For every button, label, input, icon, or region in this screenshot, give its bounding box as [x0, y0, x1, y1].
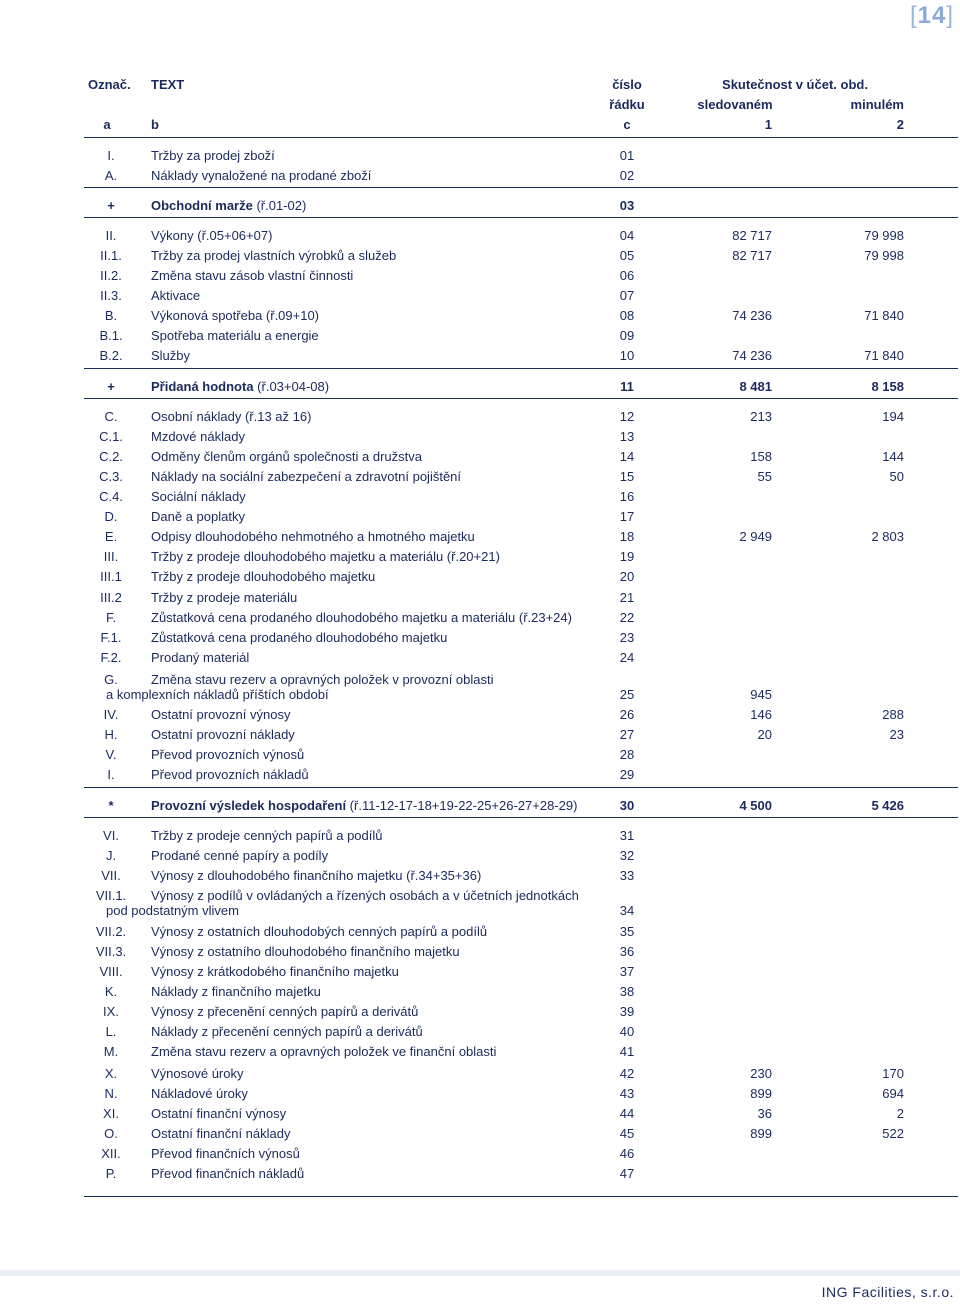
row-text-main: Převod provozních výnosů [151, 747, 305, 762]
row-value-previous: 79 998 [864, 228, 904, 243]
row-code: I. [107, 767, 115, 782]
row-code: + [107, 379, 115, 394]
row-code: III. [103, 549, 119, 564]
row-line-number: 06 [619, 268, 635, 283]
row-text-main: Tržby z prodeje dlouhodobého majetku a materiálu (ř.20+21) [151, 549, 500, 564]
row-line-number: 25 [619, 687, 635, 702]
row-value-current: 4 500 [739, 798, 772, 813]
row-text [151, 547, 500, 567]
row-line-number: 21 [619, 590, 635, 605]
row-value-current: 74 236 [732, 308, 772, 323]
row-text [151, 745, 304, 765]
table-row [0, 846, 960, 866]
footer-company: ING Facilities, s.r.o. [821, 1284, 954, 1300]
row-line-number: 26 [619, 707, 635, 722]
row-code: G. [104, 672, 118, 687]
row-text [151, 866, 481, 886]
divider [84, 217, 958, 218]
row-text [151, 962, 399, 982]
row-text [151, 982, 321, 1002]
row-line-number: 36 [619, 944, 635, 959]
row-text-main: Výnosové úroky [151, 1066, 244, 1081]
row-text-main: Ostatní provozní náklady [151, 727, 295, 742]
header-values-title: Skutečnost v účet. obd. [722, 77, 868, 92]
row-line-number: 33 [619, 868, 635, 883]
table-row [0, 146, 960, 166]
row-text-main: Náklady z přecenění cenných papírů a derivátů [151, 1024, 423, 1039]
row-line-number: 20 [619, 569, 635, 584]
header-idx-1: 1 [764, 117, 772, 132]
row-code: B. [104, 308, 118, 323]
table-row [0, 306, 960, 326]
row-value-previous: 79 998 [864, 248, 904, 263]
row-code: B.1. [99, 328, 123, 343]
table-row [0, 982, 960, 1002]
row-code: M. [103, 1044, 119, 1059]
row-text-formula: (ř.01-02) [252, 198, 307, 213]
row-line-number: 17 [619, 509, 635, 524]
table-row [0, 346, 960, 366]
row-text-main: Tržby z prodeje dlouhodobého majetku [151, 569, 376, 584]
table-row [0, 266, 960, 286]
row-code: C.1. [99, 429, 123, 444]
row-code: A. [104, 168, 118, 183]
row-code: F.1. [100, 630, 122, 645]
row-text-main: Převod provozních nákladů [151, 767, 309, 782]
table-row [0, 922, 960, 942]
row-text-main: Změna stavu rezerv a opravných položek ve finanční oblasti [151, 1044, 497, 1059]
table-row [0, 246, 960, 266]
row-line-number: 01 [619, 148, 635, 163]
row-line-number: 34 [619, 903, 635, 918]
row-text [151, 1104, 286, 1124]
row-code: K. [104, 984, 118, 999]
row-text-main: Tržby za prodej zboží [151, 148, 275, 163]
row-code: C.2. [99, 449, 123, 464]
row-value-current: 230 [750, 1066, 772, 1081]
row-text-main: Ostatní finanční náklady [151, 1126, 291, 1141]
row-text-main: Sociální náklady [151, 489, 246, 504]
row-line-number: 15 [619, 469, 635, 484]
header-idx-c: c [623, 117, 631, 132]
table-header-row-1 [0, 75, 960, 95]
table-row [0, 1164, 960, 1184]
row-text-main: Výkonová spotřeba (ř.09+10) [151, 308, 320, 323]
row-text-main: Prodané cenné papíry a podíly [151, 848, 329, 863]
row-text-main: Výnosy z dlouhodobého finančního majetku (ř.34+35+36) [151, 868, 482, 883]
row-line-number: 47 [619, 1166, 635, 1181]
row-value-current: 74 236 [732, 348, 772, 363]
row-code: XII. [101, 1146, 121, 1161]
table-header-index-row [0, 115, 960, 135]
row-text-main: Tržby z prodeje cenných papírů a podílů [151, 828, 383, 843]
row-code: VIII. [99, 964, 123, 979]
table-row [0, 1104, 960, 1124]
row-line-number: 05 [619, 248, 635, 263]
table-header-row-2 [0, 95, 960, 115]
table-row [0, 628, 960, 648]
row-text [151, 648, 249, 668]
table-row [0, 648, 960, 668]
row-text-formula: (ř.11-12-17-18+19-22-25+26-27+28-29) [346, 798, 578, 813]
row-line-number: 40 [619, 1024, 635, 1039]
row-line-number: 46 [619, 1146, 635, 1161]
row-text [151, 942, 460, 962]
row-value-previous: 50 [889, 469, 904, 484]
row-code: II. [105, 228, 117, 243]
row-code: D. [104, 509, 118, 524]
row-line-number: 29 [619, 767, 635, 782]
row-line-number: 04 [619, 228, 635, 243]
row-code: C. [104, 409, 118, 424]
row-value-previous: 144 [882, 449, 904, 464]
row-text [151, 705, 290, 725]
row-code: VII. [101, 868, 121, 883]
row-line-number: 35 [619, 924, 635, 939]
row-line-number: 18 [619, 529, 635, 544]
row-value-current: 2 949 [739, 529, 772, 544]
table-row [0, 1022, 960, 1042]
row-text [151, 1084, 248, 1104]
table-row [0, 377, 960, 397]
row-text [151, 527, 475, 547]
row-code: P. [105, 1166, 117, 1181]
row-value-previous: 23 [889, 727, 904, 742]
table-row [0, 1002, 960, 1022]
row-text [151, 146, 275, 166]
row-text-main: Ostatní provozní výnosy [151, 707, 291, 722]
row-code: VII.3. [95, 944, 127, 959]
row-code: B.2. [99, 348, 123, 363]
row-line-number: 10 [619, 348, 635, 363]
row-code: IV. [103, 707, 119, 722]
row-line-number: 11 [620, 379, 634, 394]
row-text-main: Prodaný materiál [151, 650, 250, 665]
row-value-previous: 288 [882, 707, 904, 722]
row-text [151, 306, 319, 326]
row-text [151, 226, 272, 246]
row-value-current: 20 [757, 727, 772, 742]
page-number-value: 14 [917, 2, 947, 29]
row-text-main: Tržby za prodej vlastních výrobků a služeb [151, 248, 397, 263]
row-line-number: 31 [619, 828, 635, 843]
row-text [151, 1124, 290, 1144]
row-text-main: Daně a poplatky [151, 509, 245, 524]
row-text [151, 826, 383, 846]
row-line-number: 45 [619, 1126, 635, 1141]
row-text-main: Výnosy z ostatních dlouhodobých cenných papírů a podílů [151, 924, 488, 939]
row-line-number: 28 [619, 747, 635, 762]
row-text-main: Služby [151, 348, 191, 363]
row-line-number: 27 [619, 727, 635, 742]
row-text-line1: Změna stavu rezerv a opravných položek v provozní oblasti [151, 672, 494, 687]
row-value-current: 82 717 [732, 248, 772, 263]
row-line-number: 44 [619, 1106, 635, 1121]
row-text [151, 567, 375, 587]
row-text [151, 447, 422, 467]
row-line-number: 42 [619, 1066, 635, 1081]
row-text [151, 196, 306, 216]
table-row [0, 826, 960, 846]
row-value-current: 213 [750, 409, 772, 424]
table-row [0, 866, 960, 886]
table-row [0, 1144, 960, 1164]
row-value-current: 55 [757, 469, 772, 484]
row-text-main: Výnosy z krátkodobého finančního majetku [151, 964, 399, 979]
table-row [0, 705, 960, 725]
row-line-number: 12 [619, 409, 635, 424]
header-col-b: TEXT [151, 77, 185, 92]
divider [84, 368, 958, 369]
row-value-previous: 8 158 [871, 379, 904, 394]
row-value-previous: 2 [896, 1106, 904, 1121]
table-row [0, 765, 960, 785]
divider [84, 787, 958, 788]
table-row [0, 796, 960, 816]
row-line-number: 02 [619, 168, 635, 183]
row-value-current: 146 [750, 707, 772, 722]
row-text-main: Výkony (ř.05+06+07) [151, 228, 273, 243]
row-text-main: Výnosy z přecenění cenných papírů a derivátů [151, 1004, 419, 1019]
row-text-main: Zůstatková cena prodaného dlouhodobého majetku a materiálu (ř.23+24) [151, 610, 572, 625]
divider [84, 398, 958, 399]
row-text [151, 608, 572, 628]
row-text-main: Nákladové úroky [151, 1086, 248, 1101]
row-text-main: Převod finančních nákladů [151, 1166, 305, 1181]
table-row [0, 407, 960, 427]
table-row [0, 1042, 960, 1062]
row-text-line2: a komplexních nákladů příštích období [106, 687, 329, 702]
table-row [0, 467, 960, 487]
row-text-main: Náklady z finančního majetku [151, 984, 321, 999]
row-text-formula: (ř.03+04-08) [253, 379, 330, 394]
row-text-main: Odpisy dlouhodobého nehmotného a hmotného majetku [151, 529, 475, 544]
row-text [151, 1022, 423, 1042]
header-col-2: minulém [850, 97, 904, 112]
header-col-1: sledovaném [697, 97, 773, 112]
row-text-main: Odměny členům orgánů společnosti a družstva [151, 449, 422, 464]
row-text [151, 407, 311, 427]
table-row [0, 567, 960, 587]
row-text-main: Zůstatková cena prodaného dlouhodobého majetku [151, 630, 448, 645]
row-text [151, 1042, 496, 1062]
row-value-current: 36 [757, 1106, 772, 1121]
header-col-a: Označ. [88, 77, 131, 92]
row-line-number: 37 [619, 964, 635, 979]
row-code: VII.1. [95, 888, 127, 903]
table-row [0, 745, 960, 765]
header-col-c-line2: řádku [609, 97, 645, 112]
table-row [0, 166, 960, 186]
table-row [0, 286, 960, 306]
row-code: + [107, 198, 115, 213]
table-row [0, 588, 960, 608]
row-text [151, 846, 328, 866]
row-line-number: 30 [619, 798, 635, 813]
row-text-main: Mzdové náklady [151, 429, 245, 444]
row-line-number: 41 [619, 1044, 635, 1059]
row-text [151, 286, 200, 306]
row-code: II.1. [100, 248, 122, 263]
table-row [0, 326, 960, 346]
row-code: C.4. [99, 489, 123, 504]
row-line-number: 09 [619, 328, 635, 343]
header-idx-a: a [103, 117, 111, 132]
row-code: F. [105, 610, 117, 625]
row-line-number: 16 [619, 489, 635, 504]
table-row [0, 427, 960, 447]
row-text-main: Náklady vynaložené na prodané zboží [151, 168, 372, 183]
row-text-main: Změna stavu zásob vlastní činnosti [151, 268, 354, 283]
row-code: III.1 [100, 569, 122, 584]
row-text-line1: Výnosy z podílů v ovládaných a řízených osobách a v účetních jednotkách [151, 888, 579, 903]
row-line-number: 07 [619, 288, 635, 303]
row-value-previous: 71 840 [864, 348, 904, 363]
divider [84, 817, 958, 818]
row-text-main: Spotřeba materiálu a energie [151, 328, 319, 343]
divider [84, 187, 958, 188]
row-code: N. [104, 1086, 118, 1101]
row-value-previous: 170 [882, 1066, 904, 1081]
row-text-main: Ostatní finanční výnosy [151, 1106, 287, 1121]
row-line-number: 32 [619, 848, 635, 863]
row-line-number: 24 [619, 650, 635, 665]
row-code: VII.2. [95, 924, 127, 939]
row-text [151, 1164, 304, 1184]
row-code: L. [105, 1024, 117, 1039]
row-code: F.2. [100, 650, 122, 665]
row-line-number: 14 [619, 449, 635, 464]
row-line-number: 19 [619, 549, 635, 564]
row-text [151, 166, 371, 186]
row-code: H. [104, 727, 118, 742]
table-row [0, 447, 960, 467]
row-code: X. [104, 1066, 118, 1081]
row-value-current: 945 [750, 687, 772, 702]
row-value-current: 899 [750, 1086, 772, 1101]
row-text-main: Přidaná hodnota [151, 379, 254, 394]
row-line-number: 23 [619, 630, 635, 645]
row-text [151, 427, 245, 447]
row-text-main: Výnosy z ostatního dlouhodobého finančního majetku [151, 944, 460, 959]
table-row [0, 608, 960, 628]
table-row [0, 196, 960, 216]
row-value-previous: 2 803 [871, 529, 904, 544]
row-text [151, 1144, 300, 1164]
table-row [0, 1124, 960, 1144]
row-text [151, 377, 329, 397]
row-value-previous: 522 [882, 1126, 904, 1141]
row-text [151, 467, 461, 487]
row-text [151, 266, 353, 286]
row-text [151, 487, 246, 507]
row-text-main: Obchodní marže [151, 198, 253, 213]
table-row [0, 670, 960, 704]
row-line-number: 22 [619, 610, 635, 625]
table-row [0, 507, 960, 527]
table-row [0, 487, 960, 507]
header-idx-2: 2 [896, 117, 904, 132]
row-code: E. [104, 529, 118, 544]
table-row [0, 226, 960, 246]
row-value-current: 158 [750, 449, 772, 464]
row-line-number: 03 [619, 198, 635, 213]
row-value-current: 899 [750, 1126, 772, 1141]
row-code: II.2. [100, 268, 122, 283]
row-value-previous: 194 [882, 409, 904, 424]
row-code: III.2 [100, 590, 122, 605]
table-row [0, 1084, 960, 1104]
row-code: C.3. [99, 469, 123, 484]
page-number: [14] [909, 2, 954, 29]
row-line-number: 38 [619, 984, 635, 999]
row-text [151, 796, 577, 816]
table-row [0, 886, 960, 920]
row-value-current: 8 481 [739, 379, 772, 394]
row-text-main: Tržby z prodeje materiálu [151, 590, 298, 605]
row-text-main: Osobní náklady (ř.13 až 16) [151, 409, 312, 424]
row-text [151, 1002, 418, 1022]
table-row [0, 962, 960, 982]
footer-band [0, 1270, 960, 1276]
row-value-previous: 5 426 [871, 798, 904, 813]
header-idx-b: b [151, 117, 159, 132]
divider [84, 1196, 958, 1197]
row-code: J. [105, 848, 117, 863]
row-line-number: 39 [619, 1004, 635, 1019]
row-code: * [108, 798, 114, 813]
row-text [151, 765, 309, 785]
row-text-main: Aktivace [151, 288, 201, 303]
row-text [151, 725, 295, 745]
row-value-previous: 71 840 [864, 308, 904, 323]
row-text-main: Převod finančních výnosů [151, 1146, 300, 1161]
row-text [151, 346, 190, 366]
row-code: I. [107, 148, 115, 163]
row-line-number: 13 [619, 429, 635, 444]
row-text [151, 922, 487, 942]
table-row [0, 725, 960, 745]
row-text [151, 326, 319, 346]
row-text-main: Náklady na sociální zabezpečení a zdravotní pojištění [151, 469, 462, 484]
row-value-current: 82 717 [732, 228, 772, 243]
row-code: O. [104, 1126, 118, 1141]
row-text-line2: pod podstatným vlivem [106, 903, 239, 918]
row-code: XI. [103, 1106, 119, 1121]
divider [84, 137, 958, 138]
table-row [0, 547, 960, 567]
row-code: IX. [103, 1004, 119, 1019]
table-row [0, 527, 960, 547]
table-row [0, 942, 960, 962]
row-text [151, 507, 245, 527]
row-text-main: Provozní výsledek hospodaření [151, 798, 347, 813]
table-row [0, 1064, 960, 1084]
row-code: VI. [103, 828, 119, 843]
row-text [151, 1064, 244, 1084]
row-text [151, 588, 297, 608]
row-text [151, 246, 396, 266]
row-line-number: 43 [619, 1086, 635, 1101]
row-code: V. [105, 747, 117, 762]
row-value-previous: 694 [882, 1086, 904, 1101]
row-code: II.3. [100, 288, 122, 303]
header-col-c-line1: číslo [612, 77, 642, 92]
row-text [151, 628, 447, 648]
row-line-number: 08 [619, 308, 635, 323]
